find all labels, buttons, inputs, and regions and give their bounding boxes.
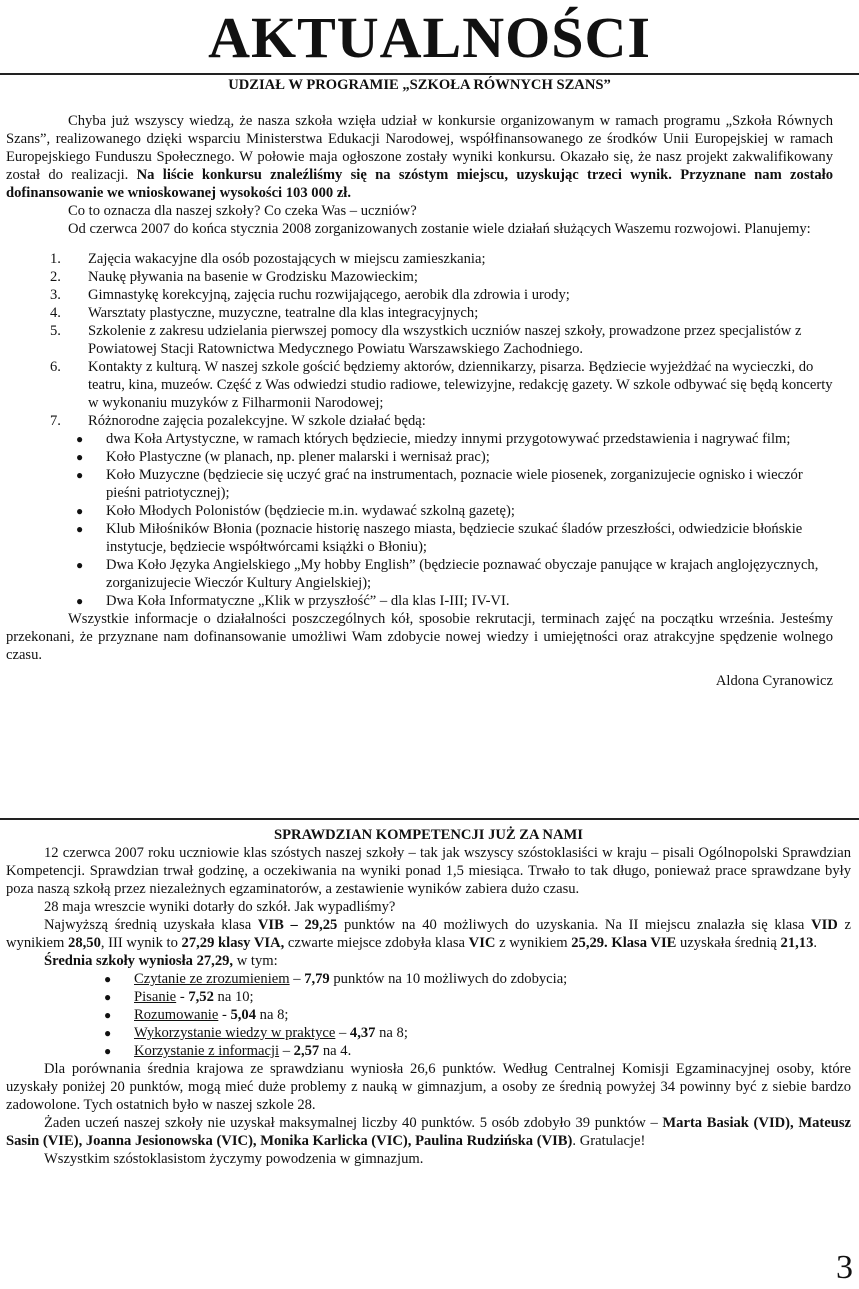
score-value: 7,79 <box>304 971 330 987</box>
club-item <box>76 520 833 556</box>
clubs-list <box>6 430 833 610</box>
score-category: Czytanie ze zrozumieniem <box>134 971 290 987</box>
plan-item <box>50 358 833 412</box>
bullet-icon: ● <box>104 1008 112 1022</box>
bullet-icon: ● <box>76 522 84 536</box>
article-author: Aldona Cyranowicz <box>715 673 833 689</box>
plan-item <box>50 412 833 430</box>
article-paragraph: Wszystkie informacje o działalności poszczególnych kół, sposobie rekrutacji, terminach zajęć na początku września. Jesteśmy przekonani, że przyznane nam dofinansowanie umożliwi Wam zdobycie nowej wiedzy i umiejętności oraz atrakcyjne spędzenie wolnego czasu. <box>6 611 833 663</box>
club-item-text: Koło Plastyczne (w planach, np. plener malarski i wernisaż prac); <box>106 449 490 465</box>
plan-item-text: Naukę pływania na basenie w Grodzisku Mazowieckim; <box>88 269 418 285</box>
plan-item-number: 4. <box>50 305 61 321</box>
club-item <box>76 466 833 502</box>
club-item-text: Koło Muzyczne (będziecie się uczyć grać na instrumentach, poznacie wiele piosenek, zorganizujecie ognisko i wieczór pieśni patriotycznej); <box>106 467 803 501</box>
article-heading: SPRAWDZIAN KOMPETENCJI JUŻ ZA NAMI <box>274 827 583 843</box>
article-paragraph: Co to oznacza dla naszej szkoły? Co czeka Was – uczniów? <box>68 203 417 219</box>
bullet-icon: ● <box>104 1044 112 1058</box>
club-item <box>76 592 833 610</box>
plan-item-text: Szkolenie z zakresu udzielania pierwszej pomocy dla wszystkich uczniów naszej szkoły, prowadzone przez specjalistów z Powiatowej Stacji Ratownictwa Medycznego Powiatu Warszawskiego Zachodniego. <box>88 323 802 357</box>
score-category: Korzystanie z informacji <box>134 1043 280 1059</box>
plan-item-text: Gimnastykę korekcyjną, zajęcia ruchu rozwijającego, aerobik dla zdrowia i urody; <box>88 287 570 303</box>
plan-list <box>6 250 833 430</box>
plan-item <box>50 268 833 286</box>
plan-item-number: 7. <box>50 413 61 429</box>
school-average: Średnia szkoły wyniosła 27,29, w tym: <box>44 953 278 969</box>
club-item-text: Dwa Koła Informatyczne „Klik w przyszłość” – dla klas I-III; IV-VI. <box>106 593 510 609</box>
score-item: ● Wykorzystanie wiedzy w praktyce – 4,37 na 8; <box>104 1025 408 1041</box>
score-item: ● Pisanie - 7,52 na 10; <box>104 989 254 1005</box>
plan-item-text: Różnorodne zajęcia pozalekcyjne. W szkole działać będą: <box>88 413 426 429</box>
bullet-icon: ● <box>76 468 84 482</box>
article-paragraph: Chyba już wszyscy wiedzą, że nasza szkoła wzięła udział w konkursie organizowanym w ramach programu „Szkoła Równych Szans”, realizowanego dzięki wsparciu Ministerstwa Edukacji Narodowej, współfinansowanego ze środków Unii Europejskiej w ramach Europejskiego Funduszu Społecznego. W połowie maja ogłoszone zostały wyniki konkursu. Okazało się, że nasz projekt zakwalifikowany został do realizacji. Na liście konkursu znaleźliśmy się na szóstym miejscu, uzyskując trzeci wynik. Przyznane nam zostało dofinansowanie we wnioskowanej wysokości 103 000 zł. <box>6 113 834 201</box>
article-heading: UDZIAŁ W PROGRAMIE „SZKOŁA RÓWNYCH SZANS” <box>228 77 611 93</box>
score-value: 5,04 <box>230 1007 257 1023</box>
plan-item-number: 1. <box>50 251 61 267</box>
article-paragraph: Dla porównania średnia krajowa ze sprawdzianu wyniosła 26,6 punktów. Według Centralnej Komisji Egzaminacyjnej osoby, które uzyskały poniżej 20 punktów, mogą mieć duże problemy z nauką w gimnazjum, a osoby ze średnią powyżej 34 powinny być z siebie bardzo zadowolone. Tych ostatnich było w naszej szkole 28. <box>6 1061 851 1113</box>
article-szkola-rownych-szans <box>0 76 859 690</box>
plan-item <box>50 286 833 304</box>
plan-item-number: 5. <box>50 323 61 339</box>
scores-list <box>6 970 851 1060</box>
score-category: Rozumowanie <box>134 1007 219 1023</box>
score-item: ● Czytanie ze zrozumieniem – 7,79 punktów na 10 możliwych do zdobycia; <box>104 971 568 987</box>
score-value: 7,52 <box>188 989 214 1005</box>
plan-item <box>50 250 833 268</box>
plan-item <box>50 322 833 358</box>
plan-item <box>50 304 833 322</box>
bullet-icon: ● <box>76 594 84 608</box>
bullet-icon: ● <box>76 450 84 464</box>
club-item <box>76 430 833 448</box>
plan-item-text: Zajęcia wakacyjne dla osób pozostających w miejscu zamieszkania; <box>88 251 486 267</box>
score-value: 2,57 <box>293 1043 320 1059</box>
article-paragraph: Wszystkim szóstoklasistom życzymy powodzenia w gimnazjum. <box>44 1151 424 1167</box>
score-item: ● Korzystanie z informacji – 2,57 na 4. <box>104 1043 352 1059</box>
article-paragraph: 12 czerwca 2007 roku uczniowie klas szóstych naszej szkoły – tak jak wszyscy szóstoklasiści w kraju – pisali Ogólnopolski Sprawdzian Kompetencji. Sprawdzian trwał godzinę, a oczekiwania na wyniki ponad 1,5 miesiąca. Trwało to tak długo, ponieważ prace sprawdzane były poza naszą szkołą przez niezależnych egzaminatorów, a zestawienie wyników zabiera dużo czasu. <box>6 845 851 897</box>
club-item <box>76 448 833 466</box>
section-divider <box>0 818 859 820</box>
bullet-icon: ● <box>76 432 84 446</box>
club-item <box>76 556 833 592</box>
bullet-icon: ● <box>104 990 112 1004</box>
bullet-icon: ● <box>104 972 112 986</box>
page-masthead: AKTUALNOŚCI <box>208 5 651 70</box>
top-scorers-paragraph: Żaden uczeń naszej szkoły nie uzyskał maksymalnej liczby 40 punktów. 5 osób zdobyło 39 punktów – Marta Basiak (VID), Mateusz Sasin (VIE), Joanna Jesionowska (VIC), Monika Karlicka (VIC), Paulina Rudzińska (VIB). Gratulacje! <box>6 1115 851 1149</box>
club-item-text: dwa Koła Artystyczne, w ramach których będziecie, miedzy innymi przygotowywać przedstawienia i nagrywać film; <box>106 431 791 447</box>
plan-item-number: 2. <box>50 269 61 285</box>
score-category: Wykorzystanie wiedzy w praktyce <box>134 1025 336 1041</box>
club-item-text: Klub Miłośników Błonia (poznacie historię naszego miasta, będziecie szukać śladów przeszłości, odwiedzicie błońskie instytucje, będziecie współtwórcami książki o Błoniu); <box>106 521 803 555</box>
article-sprawdzian <box>0 826 859 1168</box>
plan-item-number: 6. <box>50 359 61 375</box>
results-paragraph: Najwyższą średnią uzyskała klasa VIB – 29,25 punktów na 40 możliwych do uzyskania. Na II miejscu znalazła się klasa VID z wynikiem 28,50, III wynik to 27,29 klasy VIA, czwarte miejsce zdobyła klasa VIC z wynikiem 25,29. Klasa VIE uzyskała średnią 21,13. <box>6 917 851 951</box>
club-item-text: Koło Młodych Polonistów (będziecie m.in. wydawać szkolną gazetę); <box>106 503 515 519</box>
bullet-icon: ● <box>104 1026 112 1040</box>
bullet-icon: ● <box>76 504 84 518</box>
article-paragraph: Od czerwca 2007 do końca stycznia 2008 zorganizowanych zostanie wiele działań służących Waszemu rozwojowi. Planujemy: <box>68 221 811 237</box>
plan-item-text: Kontakty z kulturą. W naszej szkole gościć będziemy aktorów, dziennikarzy, pisarza. Będziecie wyjeżdżać na wycieczki, do teatru, kina, muzeów. Część z Was odwiedzi studio radiowe, telewizyjne, redakcję gazety. W szkole odbywać się będą koncerty w wykonaniu muzyków z Filharmonii Narodowej; <box>88 359 833 411</box>
score-value: 4,37 <box>349 1025 376 1041</box>
funding-highlight: Na liście konkursu znaleźliśmy się na szóstym miejscu, uzyskując trzeci wynik. Przyznane nam zostało dofinansowanie we wnioskowanej wysokości 103 000 zł. <box>6 167 834 201</box>
score-category: Pisanie <box>134 989 177 1005</box>
plan-item-text: Warsztaty plastyczne, muzyczne, teatralne dla klas integracyjnych; <box>88 305 479 321</box>
bullet-icon: ● <box>76 558 84 572</box>
club-item <box>76 502 833 520</box>
top-divider <box>0 73 859 75</box>
article-paragraph: 28 maja wreszcie wyniki dotarły do szkół. Jak wypadliśmy? <box>44 899 396 915</box>
score-item: ● Rozumowanie - 5,04 na 8; <box>104 1007 289 1023</box>
plan-item-number: 3. <box>50 287 61 303</box>
page-number: 3 <box>836 1249 853 1286</box>
club-item-text: Dwa Koło Języka Angielskiego „My hobby English” (będziecie poznawać obyczaje panujące w krajach anglojęzycznych, zorganizujecie Wieczór Kultury Angielskiej); <box>106 557 819 591</box>
